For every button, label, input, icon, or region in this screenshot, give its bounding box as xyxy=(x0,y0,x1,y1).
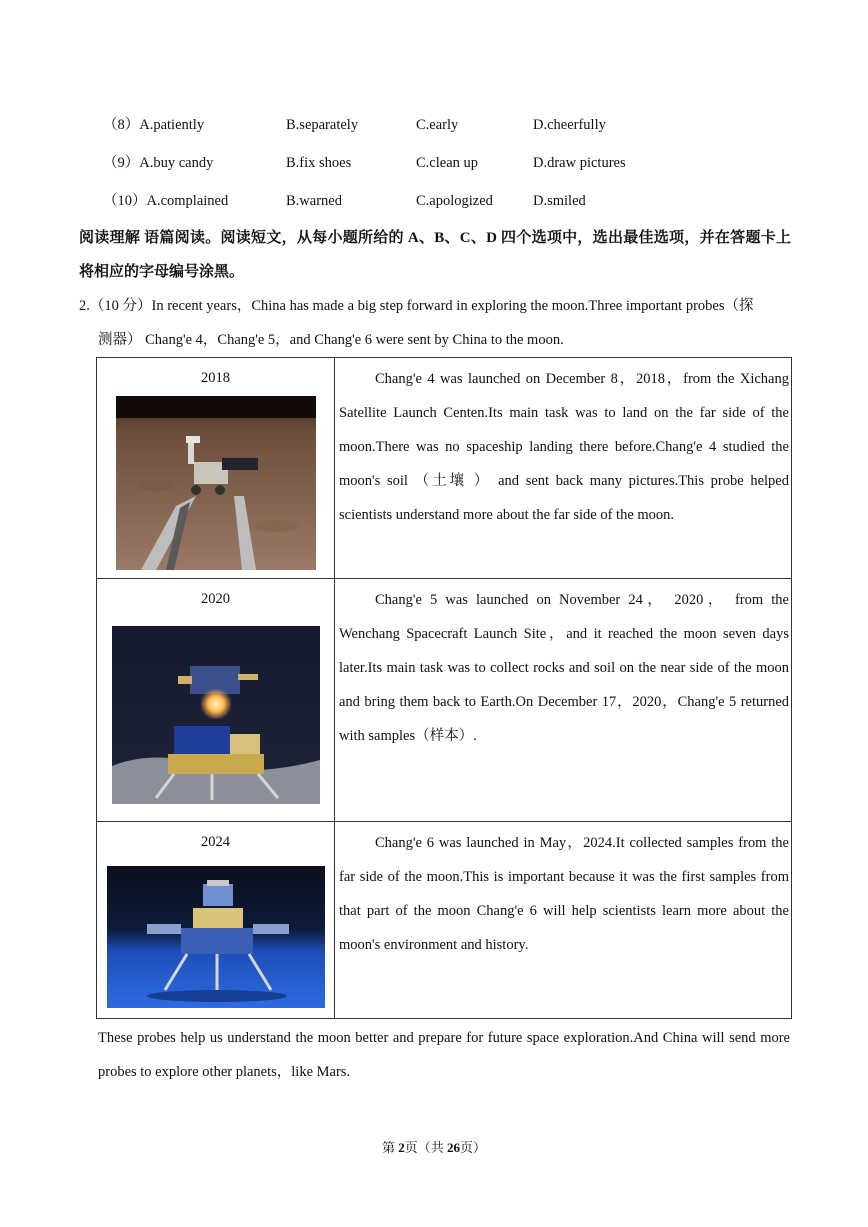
footer-middle: 页（共 xyxy=(404,1140,447,1155)
probe-description: Chang'e 6 was launched in May，2024.It collected samples from the far side of the moon.This is important because it was the first samples from that part of the moon Chang'e 6 will help scientists learn more about the moon's environment and history. xyxy=(339,835,789,953)
option-d: D.cheerfully xyxy=(533,117,606,133)
change4-rover-photo xyxy=(116,396,316,570)
option-a: （9）A.buy candy xyxy=(103,155,214,171)
change5-lander-photo xyxy=(112,626,320,804)
year-label: 2024 xyxy=(201,834,230,850)
option-d: D.smiled xyxy=(533,193,586,209)
image-cell xyxy=(97,822,335,1019)
option-row-8 xyxy=(0,114,868,136)
page-footer xyxy=(0,1137,868,1156)
option-b: B.fix shoes xyxy=(286,155,352,171)
question-intro-line2: 测器） Chang'e 4，Chang'e 5，and Chang'e 6 were sent by China to the moon. xyxy=(98,332,564,348)
option-b: B.separately xyxy=(286,117,359,133)
probe-description: Chang'e 5 was launched on November 24， 2020， from the Wenchang Spacecraft Launch Site，and it reached the moon seven days later.Its main task was to collect rocks and soil on the near side of the moon and bring them back to Earth.On December 17，2020，Chang'e 5 returned with samples（样本）. xyxy=(339,592,789,744)
option-c: C.apologized xyxy=(416,193,493,209)
closing-paragraph: These probes help us understand the moon better and prepare for future space exploration.And China will send more probes to explore other planets，like Mars. xyxy=(98,1030,790,1080)
text-cell xyxy=(335,579,792,822)
image-cell xyxy=(97,579,335,822)
probe-description: Chang'e 4 was launched on December 8，2018，from the Xichang Satellite Launch Centen.Its main task was to land on the far side of the moon.There was no spaceship landing there before.Chang'e 4 studied the moon's soil （土壤 ） and sent back many pictures.This probe helped scientists understand more about the far side of the moon. xyxy=(339,371,789,523)
question-intro-line1: 2.（10 分）In recent years，China has made a big step forward in exploring the moon.Three important probes（探 xyxy=(79,298,754,314)
text-cell xyxy=(335,358,792,579)
image-cell xyxy=(97,358,335,579)
option-d: D.draw pictures xyxy=(533,155,626,171)
text-cell xyxy=(335,822,792,1019)
table-row xyxy=(97,822,792,1019)
table-row xyxy=(97,358,792,579)
change6-lander-photo xyxy=(107,866,325,1008)
option-row-9 xyxy=(0,152,868,174)
footer-total-pages: 26 xyxy=(447,1140,460,1155)
year-label: 2020 xyxy=(201,591,230,607)
footer-page-number: 2 xyxy=(398,1140,405,1155)
option-b: B.warned xyxy=(286,193,342,209)
option-row-10 xyxy=(0,190,868,212)
option-c: C.early xyxy=(416,117,459,133)
option-c: C.clean up xyxy=(416,155,479,171)
footer-suffix: 页） xyxy=(460,1140,487,1155)
option-a: （8）A.patiently xyxy=(103,117,205,133)
table-row xyxy=(97,579,792,822)
year-label: 2018 xyxy=(201,370,230,386)
option-a: （10）A.complained xyxy=(103,193,229,209)
probes-table xyxy=(96,357,792,1019)
footer-prefix: 第 xyxy=(381,1140,399,1155)
question-intro xyxy=(79,289,791,357)
section-instruction: 阅读理解 语篇阅读。阅读短文，从每小题所给的 A、B、C、D 四个选项中，选出最佳选项，并在答题卡上将相应的字母编号涂黑。 xyxy=(79,230,791,280)
